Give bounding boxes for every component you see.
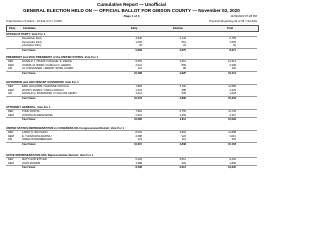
- early-votes-cell: 10,437: [134, 96, 142, 100]
- early-votes-cell: 1,988: [135, 161, 142, 165]
- election-votes-cell: 3,012: [179, 158, 186, 161]
- early-votes-cell: 1,012: [135, 92, 142, 96]
- contest-title: STRAIGHT PARTY, Vote For 1: [6, 32, 257, 37]
- election-votes-cell: 110: [181, 138, 186, 142]
- contest-section: [6, 105, 257, 122]
- cast-votes-row: [6, 142, 257, 147]
- election-votes-cell: 3,804: [179, 131, 186, 134]
- election-votes-cell: 3,755: [179, 110, 186, 113]
- candidate-cell: JOSEPH R. BIDEN / KAMALA D. HARRIS: [22, 63, 71, 67]
- candidate-cell: JAMES RODENBERGER: [22, 138, 52, 142]
- total-votes-cell: 8,371: [229, 48, 236, 52]
- candidate-cell: JO JORGENSEN / JEREMY SPIKE COHEN: [22, 67, 74, 71]
- page-number: Page 1 of 4: [123, 14, 140, 18]
- total-votes-cell: 2,908: [229, 63, 236, 67]
- party-cell: DEM: [8, 161, 14, 165]
- total-votes-cell: 12,322: [228, 166, 236, 170]
- early-votes-cell: 124: [137, 67, 142, 71]
- candidate-cell: Cast Votes:: [22, 48, 37, 52]
- election-votes-cell: 3,961: [179, 60, 186, 63]
- contest-title: ATTORNEY GENERAL, Vote For 1: [6, 105, 257, 110]
- total-votes-cell: 3,012: [229, 134, 236, 138]
- early-votes-cell: 223: [137, 138, 142, 142]
- candidate-cell: Cast Votes:: [22, 71, 37, 75]
- total-votes-cell: 2,229: [229, 88, 236, 92]
- total-votes-cell: 1,518: [229, 92, 236, 96]
- party-cell: REP: [8, 158, 14, 161]
- candidate-cell: Cast Votes:: [22, 142, 37, 146]
- cast-votes-row: [6, 117, 257, 122]
- contest-title: PRESIDENT and VICE-PRESIDENT of the UNITED STATES, Vote For 1: [6, 55, 257, 60]
- total-votes-cell: 15,333: [228, 96, 236, 100]
- election-votes-cell: 4,838: [179, 142, 186, 146]
- cast-votes-row: [6, 165, 257, 170]
- election-votes-cell: 4,811: [179, 118, 186, 122]
- report-date: 11/03/2020 07:28 PM: [230, 14, 257, 18]
- candidate-cell: Cast Votes:: [22, 118, 37, 122]
- early-votes-cell: 8,408: [135, 166, 142, 170]
- col-candidate: Candidate: [23, 27, 36, 30]
- election-votes-cell: 3,914: [179, 166, 186, 170]
- early-votes-cell: 30: [139, 44, 142, 48]
- total-votes-cell: 2,890: [229, 161, 236, 165]
- election-votes-cell: 3,702: [179, 85, 186, 88]
- candidate-cell: WOODY MYERS / LINDA LAWSON: [22, 88, 64, 92]
- contest-title: UNITED STATES REPRESENTATIVE in CONGRESS 8th Congressional District, Vote For 1: [6, 126, 257, 131]
- col-early: Early: [131, 27, 138, 30]
- early-votes-cell: 7,884: [135, 85, 142, 88]
- col-election: Election: [173, 27, 184, 30]
- party-cell: REP: [8, 85, 14, 88]
- early-votes-cell: 2,088: [135, 134, 142, 138]
- early-votes-cell: 4,640: [135, 37, 142, 40]
- candidate-cell: TODD ROKITA: [22, 110, 40, 113]
- party-cell: DEM: [8, 134, 14, 138]
- early-votes-cell: 10,282: [134, 118, 142, 122]
- early-votes-cell: 1,026: [135, 40, 142, 44]
- report-subtitle: GENERAL ELECTION HELD ON — OFFICIAL BALLOT FOR GIBSON COUNTY — November 03, 2020: [23, 8, 240, 13]
- early-votes-cell: 8,352: [135, 60, 142, 63]
- party-cell: REP: [8, 110, 14, 113]
- election-votes-cell: 902: [181, 161, 186, 165]
- election-votes-cell: 688: [181, 88, 186, 92]
- contest-section: [6, 55, 257, 75]
- candidate-cell: MATT HOSTETTLER: [22, 158, 47, 161]
- candidate-cell: DONALD J. TRUMP / MICHAEL R. PENCE: [22, 60, 72, 63]
- early-votes-cell: 6,420: [135, 158, 142, 161]
- contest-section: [6, 32, 257, 52]
- party-cell: LIB: [8, 138, 12, 142]
- election-votes-cell: 896: [181, 63, 186, 67]
- total-votes-cell: 192: [231, 67, 236, 71]
- total-votes-cell: 9,432: [229, 158, 236, 161]
- election-votes-cell: 22: [183, 44, 186, 48]
- election-votes-cell: 1,056: [179, 113, 186, 117]
- early-votes-cell: 5,696: [135, 48, 142, 52]
- candidate-cell: DONALD G. RAINWATER II / WILLIAM HENRY: [22, 92, 78, 96]
- column-header-row: [6, 25, 259, 32]
- total-votes-cell: 1,536: [229, 40, 236, 44]
- candidate-cell: LARRY D. BUCSHON: [22, 131, 48, 134]
- party-cell: LIB: [8, 67, 12, 71]
- early-votes-cell: 10,315: [134, 142, 142, 146]
- early-votes-cell: 7,981: [135, 110, 142, 113]
- early-votes-cell: 1,541: [135, 88, 142, 92]
- candidate-cell: Democratic Party: [22, 40, 42, 44]
- col-party: Party: [9, 27, 16, 30]
- candidate-cell: Cast Votes:: [22, 96, 37, 100]
- precincts-reporting: Precincts Reporting 34 of 36 = 94.44%: [209, 19, 257, 23]
- total-votes-cell: 15,093: [228, 118, 236, 122]
- total-votes-cell: 3,357: [229, 113, 236, 117]
- election-votes-cell: 4,896: [179, 96, 186, 100]
- candidate-cell: E. THOMASINA MARSILI: [22, 134, 52, 138]
- election-votes-cell: 924: [181, 134, 186, 138]
- total-votes-cell: 15,153: [228, 142, 236, 146]
- candidate-cell: Libertarian Party: [22, 44, 42, 48]
- election-votes-cell: 506: [181, 92, 186, 96]
- total-votes-cell: 12,313: [228, 60, 236, 63]
- party-cell: LIB: [8, 92, 12, 96]
- party-cell: DEM: [8, 88, 14, 92]
- cast-votes-row: [6, 96, 257, 101]
- early-votes-cell: 10,488: [134, 71, 142, 75]
- contest-title: STATE REPRESENTATIVE 64th Representative District, Vote For 1: [6, 153, 257, 158]
- total-votes-cell: 11,736: [228, 110, 236, 113]
- contest-section: [6, 80, 257, 100]
- early-votes-cell: 8,004: [135, 131, 142, 134]
- col-total: Total: [227, 27, 234, 30]
- early-votes-cell: 2,301: [135, 113, 142, 117]
- candidate-cell: JONATHAN WEINZAPFEL: [22, 113, 54, 117]
- report-title: Cumulative Report — Unofficial: [97, 2, 166, 7]
- contest-title: GOVERNOR and LIEUTENANT GOVERNOR, Vote For 1: [6, 80, 257, 85]
- party-cell: DEM: [8, 63, 14, 67]
- total-votes-cell: 333: [231, 138, 236, 142]
- total-voters: Total Number of Voters : 15,332 of 0 = 0.00%: [6, 19, 62, 23]
- party-cell: REP: [8, 60, 14, 63]
- contest-section: [6, 126, 257, 146]
- election-votes-cell: 2,143: [179, 37, 186, 40]
- election-votes-cell: 4,925: [179, 71, 186, 75]
- election-votes-cell: 68: [183, 67, 186, 71]
- total-votes-cell: 6,783: [229, 37, 236, 40]
- candidate-cell: Cast Votes:: [22, 166, 37, 170]
- candidate-cell: Republican Party: [22, 37, 42, 40]
- total-votes-cell: 11,586: [228, 85, 236, 88]
- election-votes-cell: 2,675: [179, 48, 186, 52]
- cast-votes-row: [6, 71, 257, 76]
- cast-votes-row: [6, 48, 257, 53]
- party-cell: DEM: [8, 113, 14, 117]
- candidate-cell: JOHN MORRIS: [22, 161, 41, 165]
- total-votes-cell: 11,808: [228, 131, 236, 134]
- total-votes-cell: 52: [233, 44, 236, 48]
- total-votes-cell: 15,413: [228, 71, 236, 75]
- party-cell: REP: [8, 131, 14, 134]
- contest-section: [6, 153, 257, 170]
- early-votes-cell: 2,012: [135, 63, 142, 67]
- candidate-cell: ERIC HOLCOMB / SUZANNE CROUCH: [22, 85, 69, 88]
- election-votes-cell: 510: [181, 40, 186, 44]
